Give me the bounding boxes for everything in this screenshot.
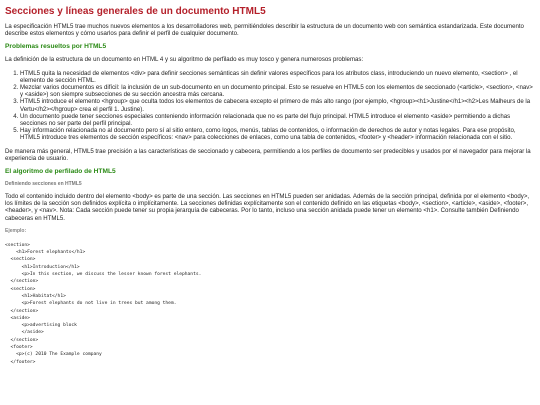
section-heading-algorithm: El algoritmo de perfilado de HTML5 (5, 168, 116, 176)
algorithm-body-paragraph: Todo el contenido incluido dentro del elemento <body> es parte de una sección. Las secciones en HTML5 pueden ser anidadas. Además de la sección principal, definida por el elemento <body>, los límites de la sección son definidos explícita o implícitamente. La secciones definidas explícitamente son el contenido definido en las etiquetas <body>, <section>, <article>, <aside>, <footer>, <header>, y <nav>. Nota: Cada sección puede tener su propia jerarquía de cabeceras. Por lo tanto, incluso una sección anidada puede tener un elemento <h1>. Consulte también Definiendo cabeceras en HTML5. (5, 193, 530, 222)
section-heading-problems: Problemas resueltos por HTML5 (5, 43, 107, 51)
code-example: <section> <h1>Forest elephants</h1> <section> <h1>Introduction</h1> <p>In this section, we discuss the lesser known forest elephants. </section> <section> <h1>Habitat</h1> <p>Forest elephants do not live in trees but among them. </section> <aside> <p>advertising block </aside> </section> <footer> <p>(c) 2010 The Example company </footer> (5, 242, 202, 365)
list-item: 3. HTML5 introduce el elemento <hgroup> que oculta todos los elementos de cabecera excepto el primero de más alto rango (por ejemplo, <hgroup><h1>Justine</h1><h2>Les Malheurs de la Vertu</h2></hgroup> crea el perfil 1. Justine). (20, 98, 535, 112)
list-item: 5. Hay información relacionada no al documento pero sí al sitio entero, como logos, menús, tablas de contenidos, o información de derechos de autor y notas legales. Para ese propósito, HTML5 introduce tres elementos de sección específicos: <nav> para colecciones de enlaces, como una tabla de contenidos, <footer> y <header> información relacionada con el sitio. (20, 127, 535, 141)
subsection-heading-defining-sections: Definiendo secciones en HTML5 (5, 181, 82, 188)
problems-lead-paragraph: La definición de la estructura de un documento en HTML 4 y su algoritmo de perfilado es muy tosco y genera numerosos problemas: (5, 56, 364, 64)
list-item: 4. Un documento puede tener secciones especiales conteniendo información relacionada que no es parte del flujo principal. HTML5 introduce el elemento <aside> permitiendo a dichas secciones no ser parte del perfil principal. (20, 113, 535, 127)
problems-closing-paragraph: De manera más general, HTML5 trae precisión a las características de seccionado y cabecera, permitiendo a los perfiles de documento ser predecibles y usados por el navegador para mejorar la experiencia de usuario. (5, 147, 531, 162)
list-item: 1. HTML5 quita la necesidad de elementos <div> para definir secciones semánticas sin definir valores específicos para los atributos class, introduciendo un nuevo elemento, <section> , el elemento de sección HTML. (20, 70, 535, 84)
page-title: Secciones y líneas generales de un documento HTML5 (5, 6, 266, 17)
problems-list (5, 70, 535, 142)
example-label: Ejemplo: (5, 227, 27, 234)
list-item: 2. Mezclar varios documentos es difícil: la inclusión de un sub-documento en un documento principal. Esto se resuelve en HTML5 con los elementos de seccionado (<article>, <section>, <nav> y <aside>) son siempre subsecciones de su sección ancestra más cercana. (20, 84, 535, 98)
intro-paragraph: La especificación HTML5 trae muchos nuevos elementos a los desarrolladores web, permitiéndoles describir la estructura de un documento web con semántica estandarizada. Este documento describe estos elementos y cómo usarlos para definir el perfil de cualquier documento. (5, 23, 524, 38)
